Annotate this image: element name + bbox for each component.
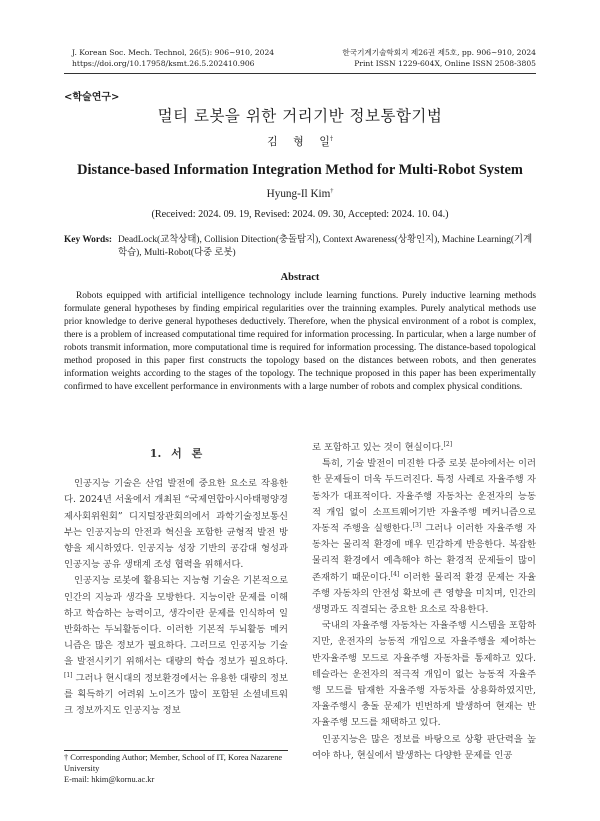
author-english <box>0 188 600 200</box>
paragraph-text: 이러한 물리적 환경 문제는 자율주행 자동차의 안전성 확보에 큰 영향을 미치며, 인간의 생명과도 직결되는 중요한 요소로 작용한다. <box>312 571 536 616</box>
author-korean-name: 김 형 일 <box>267 135 330 148</box>
citation-line: J. Korean Soc. Mech. Technol, 26(5): 906~910, 2024 <box>72 48 275 57</box>
corresponding-mark: † <box>329 135 333 143</box>
journal-issn-header <box>342 47 536 69</box>
paragraph-text: 그러나 현시대의 정보환경에서는 유용한 대량의 정보를 획득하기 어려워 노이즈가 많이 포함된 소셜네트워크 정보까지도 인공지능 정보 <box>64 672 288 717</box>
paragraph <box>64 573 288 719</box>
citation-line-ko: 한국기계기술학회지 제26권 제5호, pp. 906~910, 2024 <box>342 48 536 57</box>
paragraph-text: 로 포함하고 있는 것이 현실이다. <box>312 442 444 453</box>
keywords <box>64 234 536 260</box>
body-column-left <box>64 440 288 719</box>
body-column-right <box>312 440 536 764</box>
citation-ref: [4] <box>390 570 400 578</box>
paragraph: 인공지능 기술은 산업 발전에 중요한 요소로 작용한다. 2024년 서울에서 개최된 “국제연합아시아태평양경제사회위원회” 디지털장관회의에서 과학기술정보통신부는 인공지능의 안전과 혁신을 포함한 균형적 발전 방향을 제시하였다. 인공지능 성장 기반의 공감대 형성과 인공지능 공유 생태계 조성 협력을 위해서다. <box>64 478 288 571</box>
abstract-heading: Abstract <box>280 272 320 283</box>
author-email[interactable]: E-mail: hkim@kornu.ac.kr <box>64 775 155 784</box>
author-english-name: Hyung-Il Kim <box>266 188 331 200</box>
keywords-text: DeadLock(교착상태), Collision Ditection(충돌탐지), Context Awareness(상황인지), Machine Learning(기계학습), Multi-Robot(다중 로봇) <box>118 235 533 258</box>
paragraph <box>312 456 536 618</box>
citation-ref: [2] <box>443 440 453 448</box>
paper-title-korean: 멀티 로봇을 위한 거리기반 정보통합기법 <box>157 107 443 125</box>
citation-ref: [1] <box>64 671 73 679</box>
issn-line: Print ISSN 1229-604X, Online ISSN 2508-3805 <box>354 59 536 68</box>
paragraph-text: 인공지능 로봇에 활용되는 지능형 기술은 기본적으로 인간의 지능과 생각을 모방한다. 지능이란 문제를 이해하고 학습하는 능력이고, 생각이란 문제를 인식하여 일반화하는 두뇌활동이다. 이러한 기본적 두뇌활동 메커니즘은 많은 정보가 필요하다. 그러므로 인공지능 기술을 발전시키기 위해서는 대량의 학습 정보가 필요하다. <box>64 575 288 668</box>
paragraph-text: 특히, 기술 발전이 미진한 다중 로봇 분야에서는 이러한 문제들이 더욱 두드러진다. 특정 사례로 자율주행 자동차가 대표적이다. 자율주행 자동차는 운전자의 능동적 개입 없이 소프트웨어기반 자율주행 메커니즘으로 자동적 주행을 실행한다. <box>312 458 536 535</box>
journal-citation-header <box>72 47 274 69</box>
paragraph: 인공지능은 많은 정보를 바탕으로 상황 판단력을 높여야 하나, 현실에서 발생하는 다양한 문제를 인공 <box>312 733 536 761</box>
footnote-rule <box>64 750 288 751</box>
abstract-text: Robots equipped with artificial intelligence technology include learning functions. Purely inductive learning methods formulate general hypotheses by finding empirical regularities over the trainning examples. Purely analytical methods use prior knowledge to derive general hypotheses deductively. Therefore, when the physical environment of a robot is complex, there is a problem of increased computational time required for information processing. In particular, when a large number of robots transmit information, more computational time is required for information processing. The distance-based topological method proposed in this paper first constructs the topology based on the distances between robots, and then generates information weights according to the stages of the topology. The technique proposed in this paper has been experimentally confirmed to have excellent performance in environments with a large number of robots and complex physical conditions. <box>64 291 536 392</box>
paragraph: 국내의 자율주행 자동차는 자율주행 시스템을 포함하지만, 운전자의 능동적 개입으로 자율주행을 제어하는 반자율주행 모드로 자율주행 자동차를 통제하고 있다. 테슬라는 운전자의 적극적 개입이 없는 능동적 자율주행 모드를 탑재한 자율주행 자동차를 상용화하였지만, 자율주행시 충돌 문제가 빈번하게 발생하여 현재는 반자율주행 모드를 채택하고 있다. <box>312 620 536 729</box>
corresponding-mark: † <box>330 188 334 195</box>
corresponding-author-note: † Corresponding Author; Member, School of IT, Korea Nazarene University <box>64 753 283 773</box>
paragraph <box>312 440 536 456</box>
section-heading: 1. 서 론 <box>149 447 203 460</box>
author-korean <box>0 133 600 149</box>
submission-dates: (Received: 2024. 09. 19, Revised: 2024. 09. 30, Accepted: 2024. 10. 04.) <box>151 209 449 220</box>
article-category: <학술연구> <box>64 92 120 103</box>
header-rule <box>64 73 536 74</box>
keywords-label: Key Words: <box>64 235 113 245</box>
citation-ref: [3] <box>412 521 422 529</box>
abstract <box>64 290 536 394</box>
paragraph-text: 그러나 이러한 자율주행 자동차는 물리적 환경에 매우 민감하게 반응한다. 복잡한 물리적 환경에서 예측해야 하는 환경적 문제들이 많이 존재하기 때문이다. <box>312 523 536 583</box>
footnote <box>64 752 294 785</box>
doi-link[interactable]: https://doi.org/10.17958/ksmt.26.5.202410.906 <box>72 59 255 68</box>
paper-title-english: Distance-based Information Integration Method for Multi-Robot System <box>77 162 523 178</box>
